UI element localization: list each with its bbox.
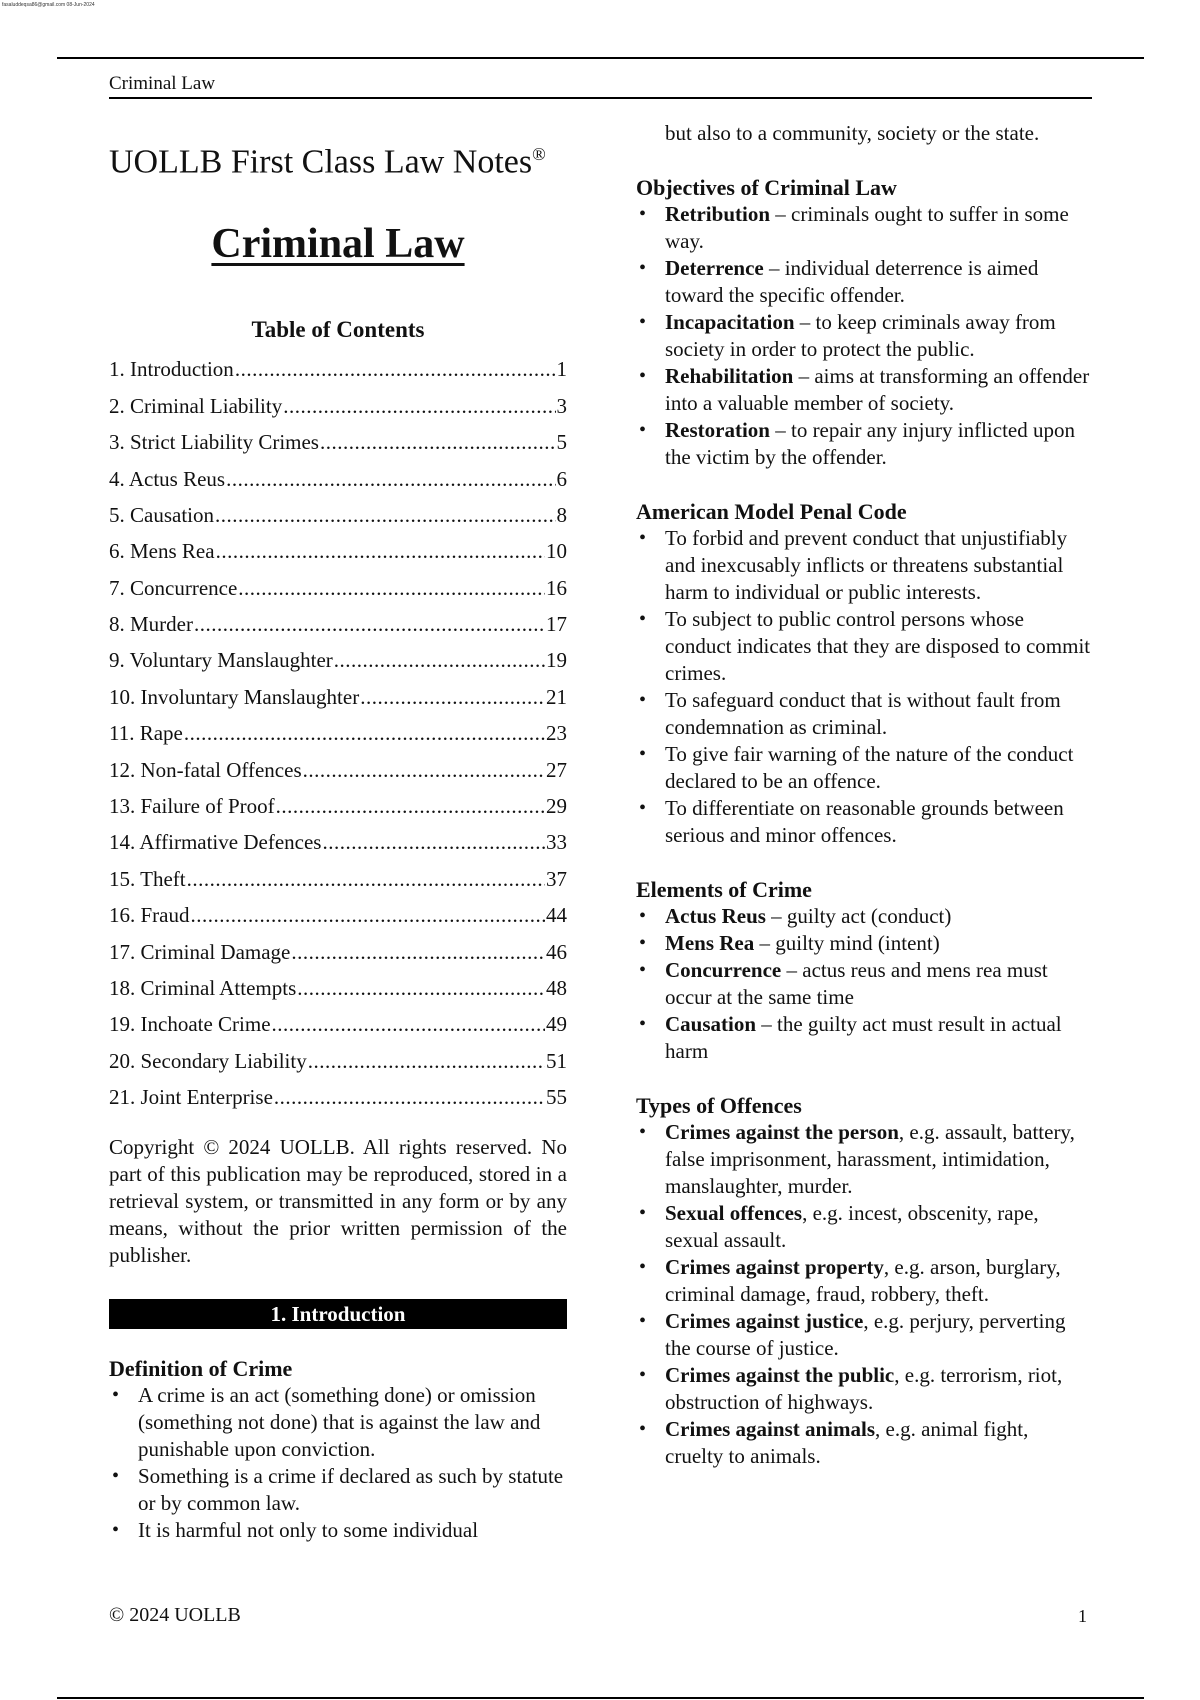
toc-leader-dots: [322, 824, 545, 860]
toc-entry-page: 3: [556, 393, 567, 418]
toc-leader-dots: [194, 606, 545, 642]
toc-entry[interactable]: [109, 533, 567, 569]
toc-entry[interactable]: [109, 788, 567, 824]
left-column: [109, 134, 567, 1544]
list-item: [636, 417, 1091, 471]
list-item-text: To forbid and prevent conduct that unjustifiably and inexcusably inflicts or threatens substantial harm to individual or public interests.: [665, 526, 1068, 604]
toc-leader-dots: [360, 679, 545, 715]
toc-leader-dots: [276, 788, 545, 824]
list-item: [109, 1463, 567, 1517]
toc-entry-label: 20. Secondary Liability: [109, 1048, 307, 1073]
list-item-term: Causation: [665, 1012, 757, 1036]
toc-entry-label: 4. Actus Reus: [109, 466, 226, 491]
toc-entry[interactable]: [109, 1006, 567, 1042]
toc-leader-dots: [291, 934, 545, 970]
toc-entry-page: 6: [556, 466, 567, 491]
toc-entry[interactable]: [109, 970, 567, 1006]
offences-list: [636, 1119, 1091, 1470]
list-item: [636, 1011, 1091, 1065]
toc-entry-label: 21. Joint Enterprise: [109, 1085, 273, 1110]
list-item: [636, 930, 1091, 957]
list-item: [636, 309, 1091, 363]
toc-entry-label: 10. Involuntary Manslaughter: [109, 684, 360, 709]
list-item: [636, 255, 1091, 309]
list-item-text: , e.g. terrorism, riot, obstruction of highways.: [665, 1363, 1063, 1414]
toc-entry-label: 15. Theft: [109, 866, 186, 891]
toc-entry-page: 21: [546, 684, 567, 709]
elements-list: [636, 903, 1091, 1065]
toc-entry-page: 29: [546, 794, 567, 819]
running-header: Criminal Law: [109, 73, 1092, 99]
list-item-text: Something is a crime if declared as such by statute or by common law.: [138, 1463, 564, 1515]
list-item: [636, 957, 1091, 1011]
toc-entry-page: 44: [546, 903, 567, 928]
bottom-rule: [57, 1697, 1144, 1699]
list-item: [636, 687, 1091, 741]
toc-entry-page: 8: [556, 502, 567, 527]
toc-entry-page: 1: [556, 357, 567, 382]
toc-entry-label: 14. Affirmative Defences: [109, 830, 322, 855]
toc-entry-page: 46: [546, 939, 567, 964]
list-item-term: Mens Rea: [665, 931, 755, 955]
toc-entry-label: 8. Murder: [109, 612, 193, 637]
list-item-term: Actus Reus: [665, 904, 766, 928]
toc-entry-label: 3. Strict Liability Crimes: [109, 430, 319, 455]
list-item-term: Crimes against the person: [665, 1120, 899, 1144]
toc-leader-dots: [215, 497, 556, 533]
list-item: [109, 1517, 567, 1544]
toc-entry-page: 23: [546, 721, 567, 746]
list-item-text: A crime is an act (something done) or omission (something not done) that is against the law and punishable upon conviction.: [138, 1382, 541, 1461]
list-item: [109, 1382, 567, 1463]
toc-entry-label: 9. Voluntary Manslaughter: [109, 648, 333, 673]
list-item-text: To subject to public control persons whose conduct indicates that they are disposed to commit crimes.: [665, 607, 1091, 685]
list-item-term: Incapacitation: [665, 310, 795, 334]
list-item: [636, 201, 1091, 255]
toc-entry-page: 10: [546, 539, 567, 564]
list-item: [636, 795, 1091, 849]
list-item: [636, 741, 1091, 795]
brand-name: UOLLB First Class Law Notes: [109, 143, 533, 181]
elements-heading: Elements of Crime: [636, 877, 812, 902]
toc-entry-page: 5: [556, 430, 567, 455]
list-item-text: – to keep criminals away from society in order to protect the public.: [665, 310, 1056, 361]
definition-heading: Definition of Crime: [109, 1355, 293, 1381]
toc-entry-page: 19: [546, 648, 567, 673]
toc-entry[interactable]: [109, 1043, 567, 1079]
toc-entry[interactable]: [109, 424, 567, 460]
toc-leader-dots: [308, 1043, 545, 1079]
toc-leader-dots: [191, 897, 546, 933]
list-item-text: – guilty act (conduct): [765, 904, 952, 928]
table-of-contents: [109, 351, 567, 1115]
toc-entry-page: 17: [546, 612, 567, 637]
list-item: [636, 1200, 1091, 1254]
toc-entry-label: 1. Introduction: [109, 357, 234, 382]
brand-line: [109, 134, 567, 182]
list-item-text: , e.g. incest, obscenity, rape, sexual assault.: [665, 1201, 1039, 1252]
list-item-text: – guilty mind (intent): [754, 931, 940, 955]
definition-continuation: but also to a community, society or the state.: [665, 121, 1040, 145]
list-item: [636, 606, 1091, 687]
list-item: [636, 1416, 1091, 1470]
toc-entry-label: 16. Fraud: [109, 903, 190, 928]
toc-entry[interactable]: [109, 752, 567, 788]
list-item-text: It is harmful not only to some individual: [138, 1517, 479, 1542]
toc-entry-label: 19. Inchoate Crime: [109, 1012, 271, 1037]
toc-entry[interactable]: [109, 388, 567, 424]
watermark-text: fasaluddeqsa86@gmail.com 08-Jun-2024: [2, 2, 95, 8]
list-item-text: – actus reus and mens rea must occur at the same time: [665, 958, 1048, 1009]
toc-entry-label: 12. Non-fatal Offences: [109, 757, 302, 782]
toc-entry-label: 17. Criminal Damage: [109, 939, 291, 964]
toc-entry[interactable]: [109, 570, 567, 606]
toc-entry[interactable]: [109, 934, 567, 970]
toc-entry-page: 33: [546, 830, 567, 855]
registered-mark: ®: [532, 144, 546, 164]
toc-leader-dots: [187, 861, 545, 897]
right-column: [636, 120, 1091, 1470]
footer-copyright: © 2024 UOLLB: [109, 1604, 241, 1626]
list-item-term: Crimes against the public: [665, 1363, 895, 1387]
page-number: 1: [1078, 1606, 1087, 1626]
toc-leader-dots: [235, 351, 556, 387]
list-item-text: – the guilty act must result in actual harm: [665, 1012, 1062, 1063]
toc-leader-dots: [320, 424, 556, 460]
toc-entry-label: 13. Failure of Proof: [109, 794, 275, 819]
toc-entry-label: 5. Causation: [109, 502, 214, 527]
list-item-term: Sexual offences: [665, 1201, 803, 1225]
list-item: [636, 525, 1091, 606]
list-item-text: – to repair any injury inflicted upon the victim by the offender.: [665, 418, 1075, 469]
toc-leader-dots: [272, 1006, 545, 1042]
list-item-term: Crimes against property: [665, 1255, 884, 1279]
list-item-text: , e.g. assault, battery, false imprisonment, harassment, intimidation, manslaughter, murder.: [665, 1120, 1075, 1198]
toc-entry[interactable]: [109, 715, 567, 751]
copyright-notice: Copyright © 2024 UOLLB. All rights reserved. No part of this publication may be reproduced, stored in a retrieval system, or transmitted in any form or by any means, without the prior written permission of the publisher.: [109, 1134, 567, 1267]
toc-leader-dots: [226, 461, 555, 497]
toc-entry-label: 11. Rape: [109, 721, 183, 746]
list-item-term: Crimes against justice: [665, 1309, 864, 1333]
toc-entry[interactable]: [109, 642, 567, 678]
list-item: [636, 1362, 1091, 1416]
toc-entry[interactable]: [109, 497, 567, 533]
toc-entry-page: 37: [546, 866, 567, 891]
list-item-text: To safeguard conduct that is without fault from condemnation as criminal.: [665, 688, 1061, 739]
toc-leader-dots: [303, 752, 545, 788]
list-item-text: – aims at transforming an offender into a valuable member of society.: [665, 364, 1090, 415]
toc-entry[interactable]: [109, 861, 567, 897]
list-item-text: – criminals ought to suffer in some way.: [665, 202, 1069, 253]
toc-entry-label: 6. Mens Rea: [109, 539, 215, 564]
top-rule: [57, 57, 1144, 59]
toc-entry-page: 55: [546, 1085, 567, 1110]
mpc-heading: American Model Penal Code: [636, 499, 907, 524]
list-item: [636, 1308, 1091, 1362]
toc-leader-dots: [274, 1079, 545, 1115]
toc-entry[interactable]: [109, 824, 567, 860]
list-item-text: , e.g. perjury, perverting the course of justice.: [665, 1309, 1066, 1360]
list-item-text: To give fair warning of the nature of the conduct declared to be an offence.: [665, 742, 1074, 793]
toc-entry[interactable]: [109, 461, 567, 497]
objectives-heading: Objectives of Criminal Law: [636, 175, 897, 200]
list-item-text: To differentiate on reasonable grounds between serious and minor offences.: [665, 796, 1064, 847]
toc-entry-page: 51: [546, 1048, 567, 1073]
toc-leader-dots: [297, 970, 545, 1006]
list-item: [636, 903, 1091, 930]
list-item-text: , e.g. animal fight, cruelty to animals.: [665, 1417, 1029, 1468]
list-item: [636, 363, 1091, 417]
list-item-text: – individual deterrence is aimed toward the specific offender.: [665, 256, 1039, 307]
toc-entry[interactable]: [109, 606, 567, 642]
list-item: [636, 1119, 1091, 1200]
list-item-term: Restoration: [665, 418, 770, 442]
toc-leader-dots: [283, 388, 555, 424]
toc-entry-page: 49: [546, 1012, 567, 1037]
toc-entry-label: 7. Concurrence: [109, 575, 238, 600]
toc-entry-label: 2. Criminal Liability: [109, 393, 283, 418]
offences-heading: Types of Offences: [636, 1093, 802, 1118]
list-item-term: Crimes against animals: [665, 1417, 875, 1441]
toc-entry[interactable]: [109, 897, 567, 933]
toc-entry[interactable]: [109, 351, 567, 387]
toc-leader-dots: [216, 533, 545, 569]
toc-entry-page: 48: [546, 975, 567, 1000]
document-title: Criminal Law: [211, 221, 465, 268]
list-item-term: Deterrence: [665, 256, 764, 280]
list-item-term: Rehabilitation: [665, 364, 794, 388]
toc-entry[interactable]: [109, 679, 567, 715]
toc-entry-page: 16: [546, 575, 567, 600]
toc-entry-page: 27: [546, 757, 567, 782]
definition-list: [109, 1382, 567, 1544]
list-item-term: Concurrence: [665, 958, 782, 982]
objectives-list: [636, 201, 1091, 471]
toc-leader-dots: [184, 715, 545, 751]
section-heading-bar: 1. Introduction: [109, 1299, 567, 1329]
toc-heading: Table of Contents: [251, 317, 425, 343]
toc-entry[interactable]: [109, 1079, 567, 1115]
mpc-list: [636, 525, 1091, 849]
list-item-text: , e.g. arson, burglary, criminal damage, fraud, robbery, theft.: [665, 1255, 1061, 1306]
toc-entry-label: 18. Criminal Attempts: [109, 975, 297, 1000]
toc-leader-dots: [334, 642, 545, 678]
list-item: [636, 1254, 1091, 1308]
list-item-term: Retribution: [665, 202, 770, 226]
toc-leader-dots: [238, 570, 545, 606]
